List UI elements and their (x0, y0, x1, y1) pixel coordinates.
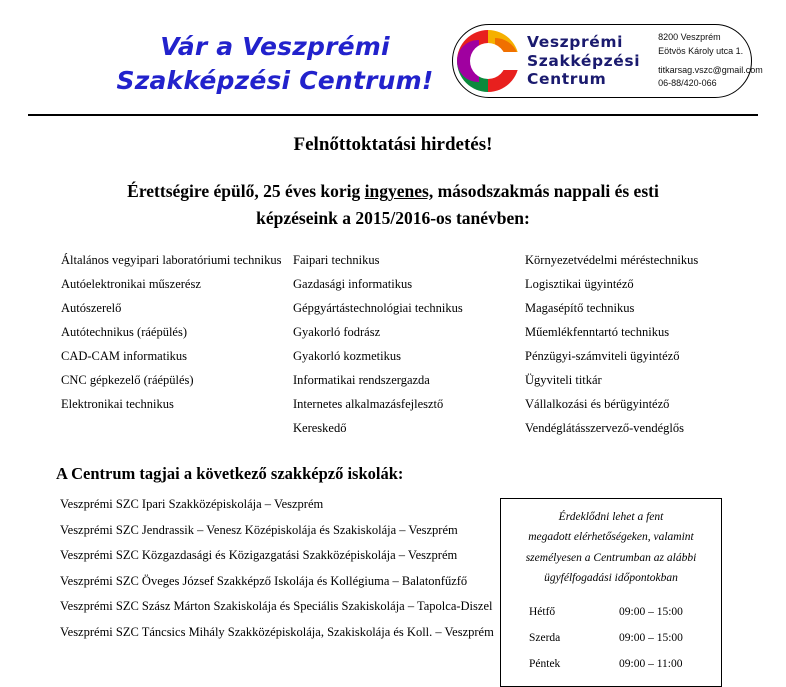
office-hours-day: Péntek (529, 658, 561, 670)
logo-contact-info (658, 31, 763, 92)
lead-part2: másodszakmás nappali és esti (433, 181, 659, 201)
list-item: CAD-CAM informatikus (61, 349, 188, 364)
list-item: Műemlékfenntartó technikus (525, 325, 670, 340)
list-item: Veszprémi SZC Ipari Szakközépiskolája – Veszprém (60, 497, 324, 512)
infobox-line2: megadott elérhetőségeken, valamint (528, 531, 694, 544)
infobox-line1: Érdeklődni lehet a fent (558, 511, 664, 524)
office-hours-time: 09:00 – 15:00 (619, 605, 683, 618)
list-item: Veszprémi SZC Táncsics Mihály Szakközépiskolája, Szakiskolája és Koll. – Veszprém (60, 624, 494, 639)
header-title-line2: Szakképzési Centrum! (116, 65, 434, 95)
office-hours-time: 09:00 – 11:00 (619, 658, 683, 670)
infobox-line4: ügyfélfogadási időpontokban (544, 571, 678, 584)
courses-column-2 (293, 254, 525, 446)
office-hours-day: Hétfő (529, 605, 556, 618)
list-item: Vállalkozási és bérügyintéző (525, 397, 670, 412)
list-item: Magasépítő technikus (525, 301, 635, 316)
document-header (0, 0, 786, 114)
contact-email: titkarsag.vszc@gmail.com (658, 64, 763, 75)
lead-line2: képzéseink a 2015/2016-os tanévben: (256, 208, 530, 229)
list-item: Logisztikai ügyintéző (525, 277, 634, 292)
infobox-line3: személyesen a Centrumban az alábbi (525, 551, 697, 564)
lower-section (30, 498, 756, 687)
header-title-line1: Vár a Veszprémi (160, 32, 390, 61)
logo-name-line2: Szakképzési (527, 51, 641, 70)
contact-phone: 06-88/420-066 (658, 78, 717, 89)
list-item: Autótechnikus (ráépülés) (61, 325, 188, 340)
list-item: Általános vegyipari laboratóriumi technikus (61, 253, 282, 268)
list-item: Faipari technikus (293, 253, 380, 268)
office-hours-box (500, 498, 722, 687)
office-hours-day: Szerda (529, 631, 561, 644)
list-item: Környezetvédelmi méréstechnikus (525, 253, 699, 268)
color-wheel-logo-icon (457, 30, 519, 92)
lead-paragraph (30, 178, 756, 232)
lead-part1: Érettségire épülő, 25 éves korig (127, 181, 365, 201)
office-hours-table (511, 602, 711, 674)
list-item: Gépgyártástechnológiai technikus (293, 301, 463, 316)
list-item: Veszprémi SZC Öveges József Szakképző Iskolája és Kollégiuma – Balatonfűzfő (60, 573, 468, 588)
list-item: Internetes alkalmazásfejlesztő (293, 397, 444, 412)
list-item: Elektronikai technikus (61, 397, 174, 412)
table-row (511, 602, 711, 622)
courses-columns (30, 254, 756, 446)
list-item: Ügyviteli titkár (525, 373, 602, 388)
courses-column-1 (30, 254, 293, 446)
list-item: Pénzügyi-számviteli ügyintéző (525, 349, 680, 364)
schools-section-title: A Centrum tagjai a következő szakképző iskolák: (56, 464, 404, 484)
logo-wordmark (527, 33, 640, 90)
logo-name-line3: Centrum (527, 70, 607, 89)
list-item: Vendéglátásszervező-vendéglős (525, 421, 684, 436)
logo-name-line1: Veszprémi (527, 32, 624, 51)
list-item: Autószerelő (61, 301, 122, 316)
list-item: Veszprémi SZC Szász Márton Szakiskolája és Speciális Szakiskolája – Tapolca-Diszel (60, 599, 493, 614)
list-item: Veszprémi SZC Jendrassik – Venesz Középiskolája és Szakiskolája – Veszprém (60, 522, 458, 537)
contact-address-city: 8200 Veszprém (658, 31, 721, 42)
list-item: Informatikai rendszergazda (293, 373, 430, 388)
lead-underlined: ingyenes, (364, 181, 434, 201)
courses-column-3 (525, 254, 756, 446)
list-item: Gyakorló kozmetikus (293, 349, 401, 364)
table-row (511, 628, 711, 648)
page-title: Felnőttoktatási hirdetés! (293, 134, 493, 155)
list-item: Veszprémi SZC Közgazdasági és Közigazgatási Szakközépiskolája – Veszprém (60, 548, 458, 563)
list-item: Autóelektronikai műszerész (61, 277, 201, 292)
list-item: Gyakorló fodrász (293, 325, 381, 340)
header-title (110, 30, 440, 98)
header-divider (28, 114, 758, 116)
list-item: Kereskedő (293, 421, 347, 436)
list-item: CNC gépkezelő (ráépülés) (61, 373, 194, 388)
office-hours-time: 09:00 – 15:00 (619, 631, 683, 644)
schools-list (30, 498, 500, 687)
table-row (511, 654, 711, 674)
document-body (0, 134, 786, 687)
logo-block (452, 24, 763, 98)
contact-address-street: Eötvös Károly utca 1. (658, 45, 744, 56)
list-item: Gazdasági informatikus (293, 277, 413, 292)
